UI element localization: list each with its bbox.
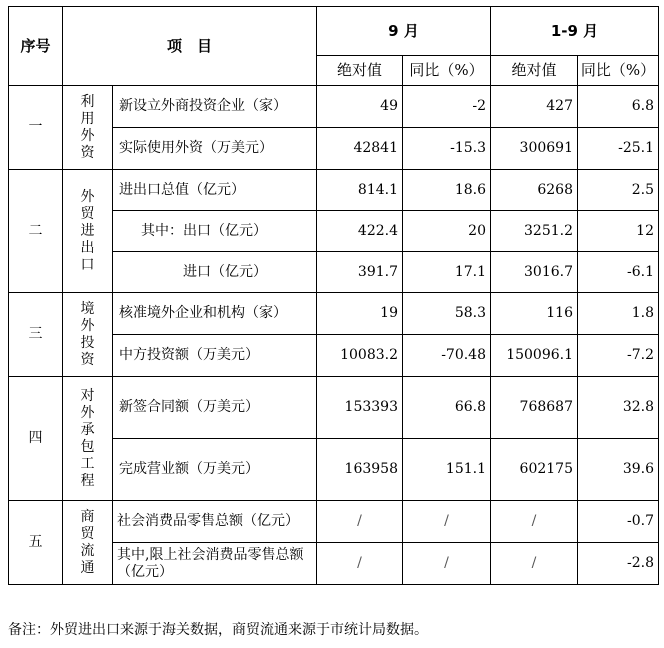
section-number: 五	[9, 501, 63, 585]
yoy-sep: -15.3	[403, 128, 491, 170]
section-number: 三	[9, 293, 63, 377]
yoy-sep: 18.6	[403, 170, 491, 211]
row-label: 核准境外企业和机构（家）	[113, 293, 317, 335]
value-ytd: /	[491, 501, 578, 543]
value-ytd: 150096.1	[491, 335, 578, 377]
value-sep: 19	[317, 293, 403, 335]
statistics-table	[8, 6, 659, 585]
footnote: 备注：外贸进出口来源于海关数据，商贸流通来源于市统计局数据。	[8, 622, 428, 638]
row-label: 新签合同额（万美元）	[113, 377, 317, 439]
value-sep: 42841	[317, 128, 403, 170]
yoy-ytd: -6.1	[578, 252, 659, 293]
header-abs-1: 绝对值	[317, 56, 403, 86]
yoy-sep: 20	[403, 211, 491, 252]
yoy-sep: 17.1	[403, 252, 491, 293]
table-row	[9, 377, 659, 439]
section-category: 境外投资	[63, 293, 113, 377]
table-row	[9, 86, 659, 128]
table-row	[9, 501, 659, 543]
value-sep: 814.1	[317, 170, 403, 211]
yoy-ytd: 2.5	[578, 170, 659, 211]
header-period-september: 9 月	[317, 7, 491, 56]
section-number: 二	[9, 170, 63, 293]
yoy-ytd: -2.8	[578, 543, 659, 585]
section-category: 对外承包工程	[63, 377, 113, 501]
row-label: 进口（亿元）	[113, 252, 317, 293]
table-row	[9, 293, 659, 335]
value-sep: 10083.2	[317, 335, 403, 377]
value-sep: /	[317, 501, 403, 543]
value-ytd: 300691	[491, 128, 578, 170]
value-ytd: 427	[491, 86, 578, 128]
value-sep: 49	[317, 86, 403, 128]
row-label: 完成营业额（万美元）	[113, 439, 317, 501]
yoy-ytd: 6.8	[578, 86, 659, 128]
header-yoy-1: 同比（%）	[403, 56, 491, 86]
value-ytd: 768687	[491, 377, 578, 439]
header-abs-2: 绝对值	[491, 56, 578, 86]
row-label: 其中：出口（亿元）	[113, 211, 317, 252]
yoy-ytd: -25.1	[578, 128, 659, 170]
header-seq: 序号	[9, 7, 63, 86]
yoy-ytd: 39.6	[578, 439, 659, 501]
row-label: 实际使用外资（万美元）	[113, 128, 317, 170]
section-category: 商贸流通	[63, 501, 113, 585]
yoy-sep: /	[403, 543, 491, 585]
yoy-ytd: 32.8	[578, 377, 659, 439]
value-ytd: 3251.2	[491, 211, 578, 252]
row-label: 其中,限上社会消费品零售总额（亿元）	[113, 543, 317, 585]
section-number: 四	[9, 377, 63, 501]
table-row	[9, 170, 659, 211]
section-number: 一	[9, 86, 63, 170]
yoy-sep: 151.1	[403, 439, 491, 501]
yoy-ytd: 12	[578, 211, 659, 252]
value-ytd: 6268	[491, 170, 578, 211]
yoy-ytd: 1.8	[578, 293, 659, 335]
yoy-ytd: -0.7	[578, 501, 659, 543]
header-yoy-2: 同比（%）	[578, 56, 659, 86]
yoy-sep: -70.48	[403, 335, 491, 377]
yoy-sep: /	[403, 501, 491, 543]
value-sep: /	[317, 543, 403, 585]
header-item: 项 目	[63, 7, 317, 86]
row-label: 中方投资额（万美元）	[113, 335, 317, 377]
value-ytd: /	[491, 543, 578, 585]
value-sep: 163958	[317, 439, 403, 501]
value-ytd: 3016.7	[491, 252, 578, 293]
section-category: 外贸进出口	[63, 170, 113, 293]
row-label: 新设立外商投资企业（家）	[113, 86, 317, 128]
value-ytd: 602175	[491, 439, 578, 501]
row-label: 社会消费品零售总额（亿元）	[113, 501, 317, 543]
value-sep: 422.4	[317, 211, 403, 252]
yoy-sep: -2	[403, 86, 491, 128]
section-category: 利用外资	[63, 86, 113, 170]
yoy-sep: 58.3	[403, 293, 491, 335]
header-period-jan-sep: 1-9 月	[491, 7, 659, 56]
value-ytd: 116	[491, 293, 578, 335]
value-sep: 153393	[317, 377, 403, 439]
yoy-sep: 66.8	[403, 377, 491, 439]
yoy-ytd: -7.2	[578, 335, 659, 377]
row-label: 进出口总值（亿元）	[113, 170, 317, 211]
value-sep: 391.7	[317, 252, 403, 293]
